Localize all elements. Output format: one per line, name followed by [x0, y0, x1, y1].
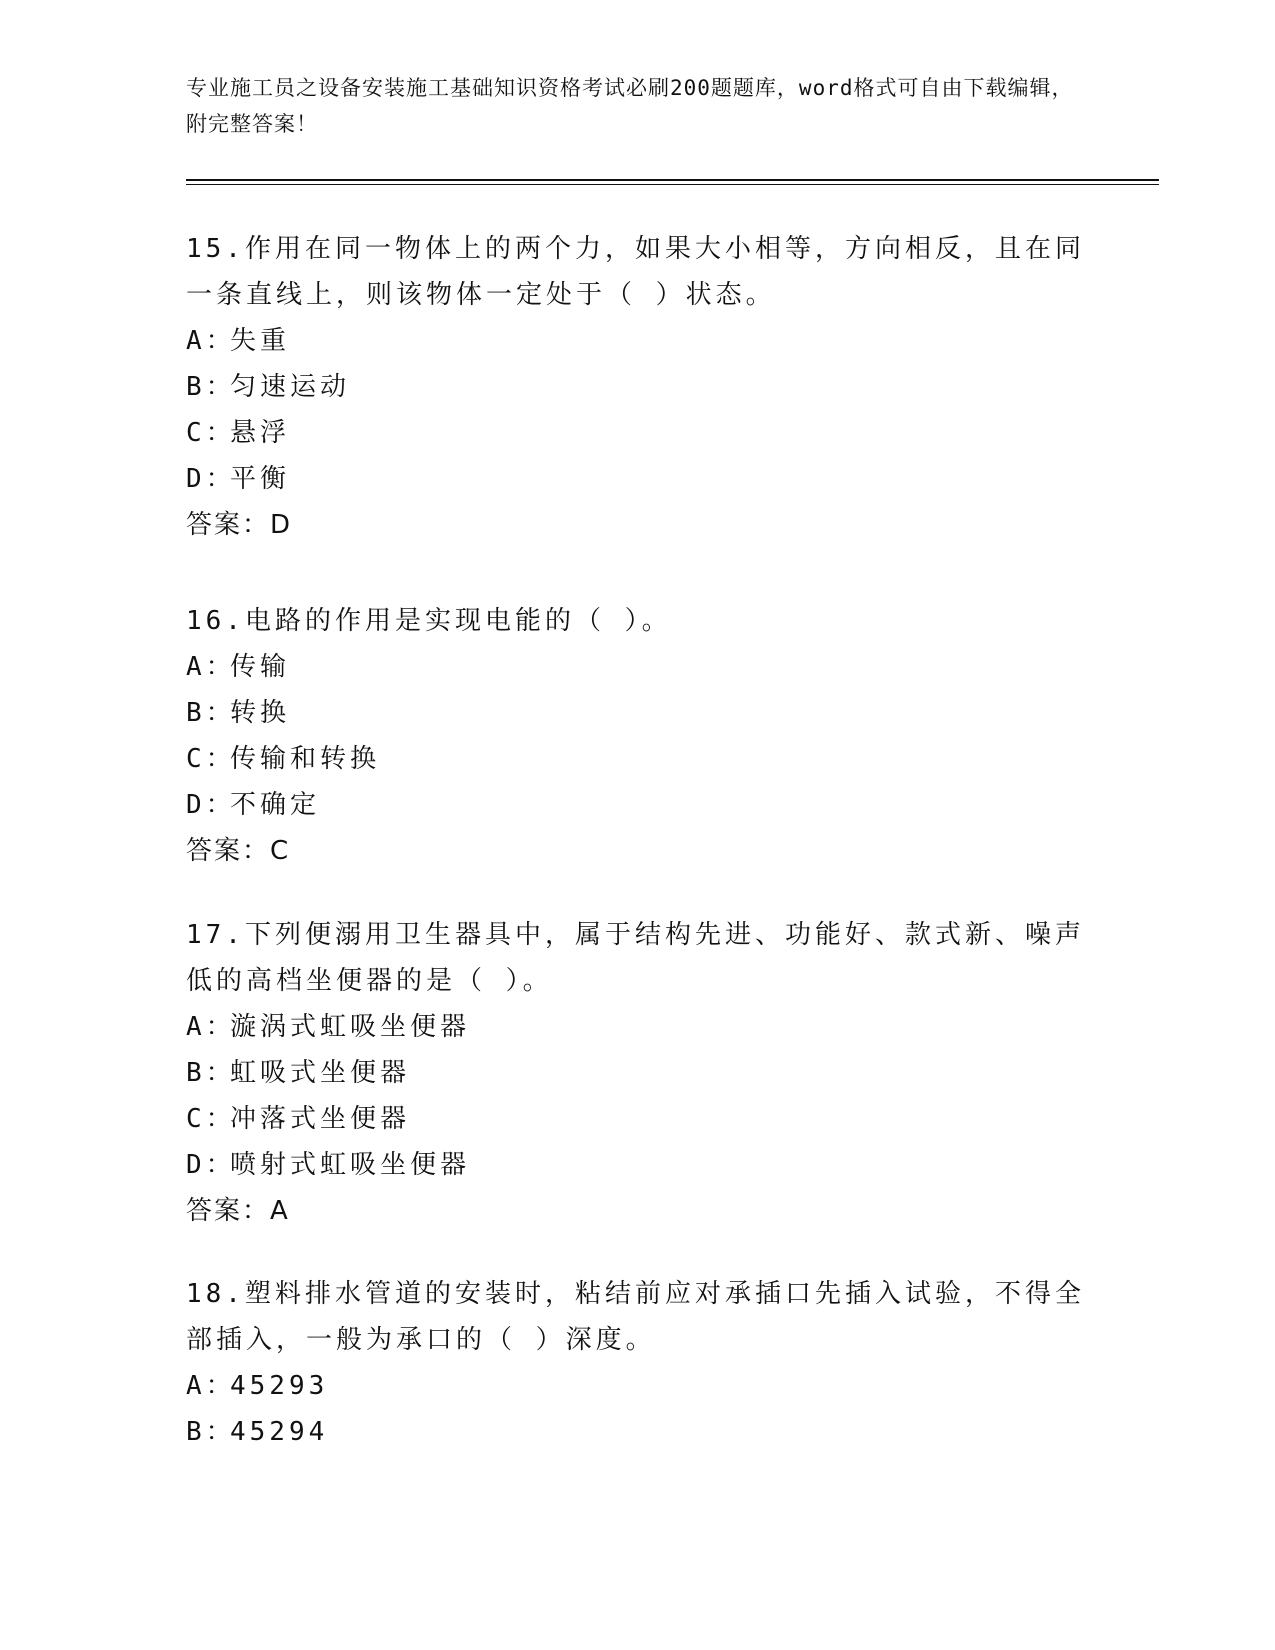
- option-b: [186, 1409, 1086, 1455]
- answer: 答案：D: [186, 510, 293, 540]
- option-a: [186, 318, 1086, 364]
- option-key: A：: [186, 326, 236, 356]
- option-text: 虹吸式坐便器: [230, 1058, 411, 1088]
- header-rule-thin: [186, 184, 1159, 185]
- option-key: C：: [186, 1104, 236, 1134]
- question-18: [186, 1271, 1086, 1455]
- option-c: [186, 410, 1086, 456]
- option-text: 漩涡式虹吸坐便器: [230, 1012, 471, 1042]
- option-key: D：: [186, 464, 236, 494]
- option-text: 不确定: [230, 790, 321, 820]
- option-a: [186, 1004, 1086, 1050]
- option-text: 悬浮: [230, 418, 291, 448]
- option-text: 45294: [230, 1417, 329, 1447]
- option-text: 转换: [230, 698, 291, 728]
- option-text: 平衡: [230, 464, 291, 494]
- question-16: [186, 598, 1086, 874]
- question-stem: 17.下列便溺用卫生器具中，属于结构先进、功能好、款式新、噪声低的高档坐便器的是（ ）。: [186, 920, 1085, 996]
- option-key: A：: [186, 652, 236, 682]
- option-a: [186, 1363, 1086, 1409]
- option-key: B：: [186, 372, 236, 402]
- question-15: [186, 226, 1086, 548]
- option-b: [186, 1050, 1086, 1096]
- option-key: B：: [186, 698, 236, 728]
- option-c: [186, 1096, 1086, 1142]
- option-c: [186, 736, 1086, 782]
- option-text: 45293: [230, 1371, 329, 1401]
- option-key: C：: [186, 418, 236, 448]
- option-text: 传输和转换: [230, 744, 381, 774]
- option-text: 失重: [230, 326, 291, 356]
- option-key: A：: [186, 1012, 236, 1042]
- option-text: 传输: [230, 652, 291, 682]
- option-key: B：: [186, 1058, 236, 1088]
- option-key: C：: [186, 744, 236, 774]
- option-d: [186, 1142, 1086, 1188]
- answer: 答案：C: [186, 836, 291, 866]
- answer: 答案：A: [186, 1196, 290, 1226]
- option-d: [186, 782, 1086, 828]
- option-key: D：: [186, 790, 236, 820]
- option-text: 喷射式虹吸坐便器: [230, 1150, 471, 1180]
- option-key: D：: [186, 1150, 236, 1180]
- option-key: A：: [186, 1371, 236, 1401]
- question-stem: 16.电路的作用是实现电能的（ ）。: [186, 606, 672, 636]
- option-b: [186, 690, 1086, 736]
- option-key: B：: [186, 1417, 236, 1447]
- question-stem: 18.塑料排水管道的安装时，粘结前应对承插口先插入试验，不得全部插入，一般为承口的（ ）深度。: [186, 1279, 1085, 1355]
- option-text: 冲落式坐便器: [230, 1104, 411, 1134]
- option-b: [186, 364, 1086, 410]
- option-a: [186, 644, 1086, 690]
- question-17: [186, 912, 1086, 1234]
- header-rule-thick: [186, 179, 1159, 181]
- document-header: 专业施工员之设备安装施工基础知识资格考试必刷200题题库，word格式可自由下载编辑，附完整答案！: [186, 76, 1074, 136]
- question-stem: 15.作用在同一物体上的两个力，如果大小相等，方向相反，且在同一条直线上，则该物体一定处于（ ）状态。: [186, 234, 1085, 310]
- option-d: [186, 456, 1086, 502]
- option-text: 匀速运动: [230, 372, 351, 402]
